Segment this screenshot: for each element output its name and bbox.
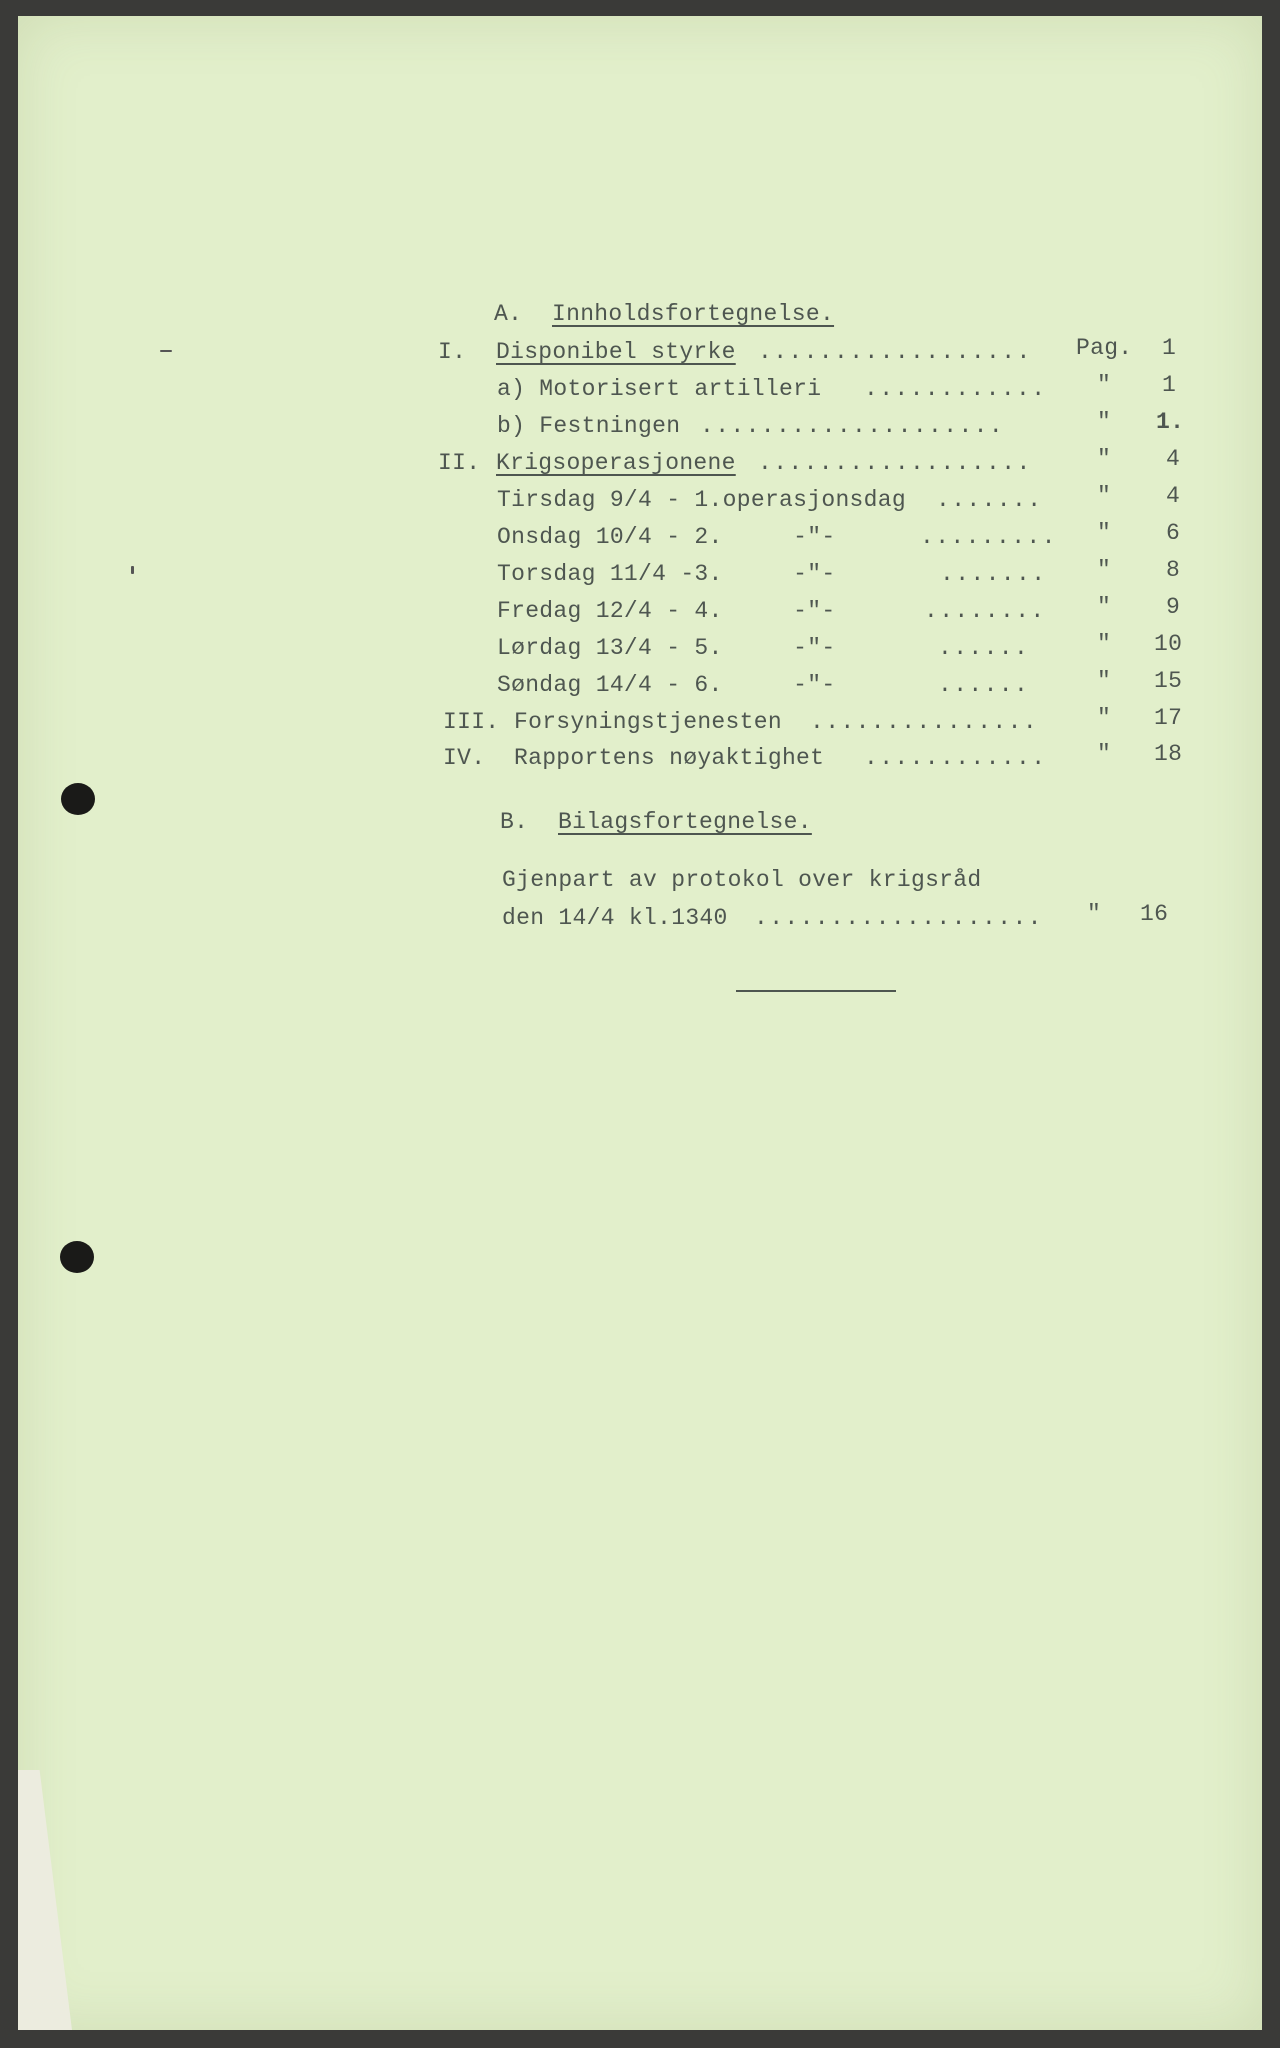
toc-row-7-label: Torsdag 11/4 -3. -"- <box>497 561 836 587</box>
toc-row-2-page: 1 <box>1162 372 1177 398</box>
toc-row-12-leader: ............ <box>864 745 1047 771</box>
section-b-title: Bilagsfortegnelse. <box>558 809 812 835</box>
toc-row-5-page: 4 <box>1166 483 1181 509</box>
toc-row-2-label: a) Motorisert artilleri <box>497 376 822 402</box>
toc-row-2-leader: ............ <box>864 376 1047 402</box>
toc-row-4-page: 4 <box>1166 446 1181 472</box>
toc-row-1-page: 1 <box>1162 335 1177 361</box>
toc-row-9-label: Lørdag 13/4 - 5. -"- <box>497 635 836 661</box>
toc-row-6-page: 6 <box>1166 520 1181 546</box>
toc-row-12-num: IV. <box>443 745 486 771</box>
toc-row-10-leader: ...... <box>938 672 1030 698</box>
toc-row-4-ditto: " <box>1097 446 1112 472</box>
punch-hole-bottom <box>60 1241 94 1273</box>
paper-edge-strip <box>18 1770 72 2030</box>
toc-row-12-label: Rapportens nøyaktighet <box>514 745 825 771</box>
toc-row-8-label: Fredag 12/4 - 4. -"- <box>497 598 836 624</box>
toc-row-9-page: 10 <box>1154 631 1183 657</box>
toc-row-1-num: I. <box>438 339 467 365</box>
toc-row-3-page: 1. <box>1156 409 1185 435</box>
attachment-page: 16 <box>1140 901 1169 927</box>
toc-row-10-label: Søndag 14/4 - 6. -"- <box>497 672 836 698</box>
section-a-letter: A. <box>494 301 523 327</box>
toc-row-6-ditto: " <box>1097 520 1112 546</box>
toc-row-12-ditto: " <box>1097 741 1112 767</box>
section-b-letter: B. <box>500 809 529 835</box>
stray-mark <box>160 350 172 352</box>
toc-row-8-page: 9 <box>1166 594 1181 620</box>
toc-row-4-label: Krigsoperasjonene <box>496 450 736 476</box>
attachment-ditto: " <box>1087 901 1102 927</box>
closing-rule <box>736 990 896 992</box>
toc-row-1-leader: .................. <box>758 339 1032 365</box>
toc-row-1-label: Disponibel styrke <box>496 339 736 365</box>
attachment-line-2: den 14/4 kl.1340 <box>502 905 728 931</box>
toc-row-5-leader: ....... <box>936 487 1043 513</box>
toc-row-7-ditto: " <box>1097 557 1112 583</box>
toc-row-6-label: Onsdag 10/4 - 2. -"- <box>497 524 836 550</box>
section-a-title: Innholdsfortegnelse. <box>552 301 835 327</box>
toc-row-10-ditto: " <box>1097 668 1112 694</box>
toc-row-8-leader: ........ <box>924 598 1046 624</box>
toc-row-9-ditto: " <box>1097 631 1112 657</box>
toc-row-11-leader: ............... <box>810 709 1039 735</box>
toc-row-10-page: 15 <box>1154 668 1183 694</box>
toc-row-12-page: 18 <box>1154 741 1183 767</box>
toc-row-11-page: 17 <box>1154 705 1183 731</box>
toc-row-7-page: 8 <box>1166 557 1181 583</box>
toc-row-6-leader: ......... <box>920 524 1057 550</box>
toc-row-11-num: III. <box>443 709 500 735</box>
toc-row-3-leader: .................... <box>700 413 1005 439</box>
toc-row-5-ditto: " <box>1097 483 1112 509</box>
toc-row-9-leader: ...... <box>938 635 1030 661</box>
toc-row-5-label: Tirsdag 9/4 - 1.operasjonsdag <box>497 487 906 513</box>
toc-row-7-leader: ....... <box>940 561 1047 587</box>
attachment-leader: ................... <box>754 905 1043 931</box>
toc-row-8-ditto: " <box>1097 594 1112 620</box>
attachment-line-1: Gjenpart av protokol over krigsråd <box>502 867 982 893</box>
toc-row-3-ditto: " <box>1097 409 1112 435</box>
toc-row-11-label: Forsyningstjenesten <box>514 709 782 735</box>
toc-row-4-leader: .................. <box>758 450 1032 476</box>
punch-hole-top <box>61 783 95 815</box>
stray-mark <box>131 566 134 574</box>
pag-label: Pag. <box>1076 335 1133 361</box>
toc-row-11-ditto: " <box>1097 705 1112 731</box>
toc-row-3-label: b) Festningen <box>497 413 681 439</box>
toc-row-4-num: II. <box>438 450 481 476</box>
toc-row-2-ditto: " <box>1097 372 1112 398</box>
